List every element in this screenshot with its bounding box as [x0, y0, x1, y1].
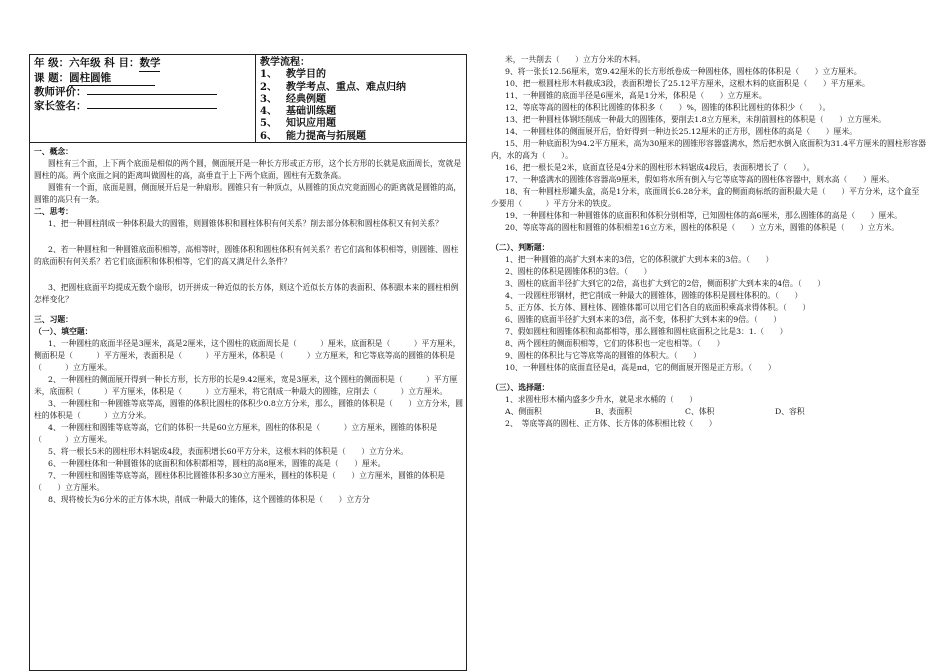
- flow-text: 基础训练题: [286, 106, 336, 118]
- judge-title: （二）、判断题：: [491, 243, 550, 252]
- fill-question: 7、一种圆柱和圆锥等底等高，圆柱体积比圆锥体积多30立方厘米，圆柱的体积是（ ）立方厘米，圆锥的体积是（ ）立方厘米。: [34, 471, 445, 492]
- choice-option-d[interactable]: D、容积: [775, 407, 805, 416]
- flow-num: 1、: [260, 69, 277, 81]
- concept-paragraph: 圆锥有一个面，底面是圆，侧面展开后是一种扇形。圆锥只有一种顶点，从圆锥的顶点究竟面圆心的距离就是圆锥的高，圆锥的高只有一条。: [34, 183, 462, 204]
- flow-item: [260, 69, 462, 81]
- teaching-flow: [256, 55, 466, 143]
- fill-question: 16、把一根长是2米，底面直径是4分米的圆柱形木料锯成4段后，表面积增长了（ ）。: [505, 163, 815, 172]
- flow-item: [260, 82, 462, 94]
- teacher-label: 教师评价：: [34, 86, 87, 98]
- fill-question: 10、把一根圆柱形木料截成3段，表面积增长了25.12平方厘米，这根木料的底面积是（ ）平方厘米。: [505, 79, 870, 88]
- left-body: [34, 146, 464, 506]
- fill-question: 13、把一种圆柱体钢坯削成一种最大的圆锥体，要削去1.8立方厘米，未削前圆柱的体积是（ ）立方厘米。: [505, 115, 886, 124]
- flow-item: [260, 131, 462, 143]
- fill-question: 5、将一根长5米的圆柱形木料锯成4段，表面积增长60平方分米，这根木料的体积是（ ）立方分米。: [48, 447, 409, 456]
- judge-question: 3、圆柱的底面半径扩大到它的2倍，高也扩大到它的2倍，侧面积扩大到本来的4倍。（ ）: [505, 279, 826, 288]
- fill-question: 米，一共削去（ ）立方分米的木料。: [505, 55, 646, 64]
- flow-text: 能力提高与拓展题: [286, 130, 366, 142]
- judge-question: 4、一段圆柱形钢材，把它削成一种最大的圆锥体，圆锥的体积是圆柱体积的。（ ）: [505, 291, 803, 300]
- judge-question: 8、两个圆柱的侧面积相等，它们的体积也一定也相等。（ ）: [505, 339, 725, 348]
- flow-num: 2、: [260, 81, 277, 93]
- choice-question: 2、 等底等高的圆柱、正方体、长方体的体积相比较（ ）: [505, 419, 717, 428]
- choice-option-b[interactable]: B、表面积: [595, 407, 632, 416]
- fill-question: 19、一种圆柱体和一种圆锥体的底面积和体积分别相等，已知圆柱体的高6厘米，那么圆锥体的高是（ ）厘米。: [505, 211, 902, 220]
- fill-question: 9、将一张长12.56厘米，宽9.42厘米的长方形纸卷成一种圆柱体，圆柱体的体积是（ ）立方厘米。: [505, 67, 862, 76]
- parent-blank[interactable]: [87, 108, 217, 109]
- fill-question: 3、一种圆柱和一种圆锥等底等高，圆锥的体积比圆柱的体积少0.8立方分米，那么，圆锥的体积是（ ）立方分米，圆柱的体积是（ ）立方分米。: [34, 399, 463, 420]
- flow-num: 3、: [260, 93, 277, 105]
- concept-title: 一、概念：: [34, 147, 73, 156]
- judge-question: 5、正方体、长方体、圆柱体、圆锥体都可以用它们各自的底面积乘高求得体积。（ ）: [505, 303, 811, 312]
- flow-title: 教学流程：: [260, 57, 310, 68]
- fill-title: （一）、填空题：: [34, 327, 93, 336]
- judge-question: 9、圆柱的体积比与它等底等高的圆锥的体积大。（ ）: [505, 351, 701, 360]
- fill-question: 8、现将棱长为6分米的正方体木块，削成一种最大的锥体，这个圆锥的体积是（ ）立方分: [48, 495, 370, 504]
- fill-question: 20、等底等高的圆柱和圆锥的体积相差16立方米，圆柱的体积是（ ）立方米，圆锥的体积是（ ）立方米。: [505, 223, 900, 232]
- flow-item: [260, 94, 462, 106]
- header-info: [30, 55, 256, 143]
- judge-question: 2、圆柱的体积是圆锥体积的3倍。（ ）: [505, 267, 652, 276]
- fill-question: 1、一种圆柱的底面半径是3厘米，高是2厘米，这个圆柱的底面周长是（ ）厘米，底面积是（ ）平方厘米，侧面积是（ ）平方厘米，表面积是（ ）平方厘米，体积是（ ）立方厘米，和它等底等高的圆锥的体积是（ ）立方厘米。: [34, 339, 461, 372]
- choice-option-a[interactable]: A、侧面积: [505, 407, 542, 416]
- fill-question: 2、一种圆柱的侧面展开得到一种长方形，长方形的长是9.42厘米，宽是3厘米，这个圆柱的侧面积是（ ）平方厘米，底面积（ ）平方厘米，体积是（ ）立方厘米，将它削成一种最大的圆锥，应削去（ ）立方厘米。: [34, 375, 458, 396]
- teacher-blank[interactable]: [87, 94, 217, 95]
- right-column: [491, 54, 926, 430]
- topic-line: [34, 72, 251, 87]
- fill-question: 15、用一种底面积为94.2平方厘米，高为30厘米的圆锥形容器盛满水，然后把水倒入底面积为31.4平方厘米的圆柱形容器内，水的高为（ ）。: [491, 139, 927, 160]
- flow-text: 教学目的: [286, 69, 326, 81]
- grade-line: [34, 57, 251, 72]
- fill-question: 6、一种圆柱体和一种圆锥体的底面积和体积都相等，圆柱的高8厘米，圆锥的高是（ ）厘米。: [48, 459, 386, 468]
- flow-text: 知识应用题: [286, 118, 336, 130]
- fill-question: 14、一种圆柱体的侧面展开后，恰好得到一种边长25.12厘米的正方形，圆柱体的高是（ ）厘米。: [505, 127, 857, 136]
- flow-item: [260, 106, 462, 118]
- think-question: 3、把圆柱底面平均提成无数个扇形，切开拼成一种近似的长方体，则这个近似长方体的表面积、体积跟本来的圆柱相例怎样变化？: [34, 283, 459, 304]
- judge-question: 7、假如圆柱和圆锥体积和高都相等，那么圆锥和圆柱底面积之比是3：1.（ ）: [505, 327, 788, 336]
- concept-paragraph: 圆柱有三个面，上下两个底面是相似的两个圆，侧面展开是一种长方形或正方形，这个长方形的长就是底面周长，宽就是圆柱的高。两个底面之间的距离叫做圆柱的高，高垂直于上下两个底面，圆柱有无数条高。: [34, 159, 462, 180]
- flow-num: 4、: [260, 106, 277, 118]
- topic-label: 课 题：: [34, 71, 70, 84]
- think-question: 1、把一种圆柱削成一种体积最大的圆锥，则圆锥体积和圆柱体积有何关系？削去部分体积和圆柱体积又有何关系？: [48, 219, 443, 228]
- fill-question: 17、一种盛满水的圆锥体容器高9厘米，假如将水所有倒入与它等底等高的圆柱体容器中，则水高（ ）厘米。: [505, 175, 895, 184]
- fill-question: 4、一种圆柱和圆锥等底等高，它们的体积一共是60立方厘米，圆柱的体积是（ ）立方厘米，圆锥的体积是（ ）立方厘米。: [34, 423, 438, 444]
- flow-item: [260, 118, 462, 130]
- choice-options: [491, 406, 926, 418]
- exercise-title: 三、习题：: [34, 315, 73, 324]
- fill-question: 11、一种圆锥的底面半径是6厘米，高是1分米，体积是（ ）立方厘米。: [505, 91, 767, 100]
- parent-label: 家长签名：: [34, 99, 87, 112]
- teacher-line: [34, 86, 251, 100]
- grade-label: 年 级：六年级 科 目：: [34, 57, 140, 69]
- left-column: [29, 54, 467, 671]
- choice-option-c[interactable]: C、体积: [685, 407, 715, 416]
- flow-text: 经典例题: [286, 93, 326, 105]
- flow-text: 教学考点、重点、难点归纳: [286, 81, 406, 93]
- fill-question: 18、有一种圆柱形罐头盒，高是1分米，底面周长6.28分米，盒的侧面商标纸的面积最大是（ ）平方分米，这个盒至少要用（ ）平方分米的铁皮。: [491, 187, 920, 208]
- choice-question: 1、求圆柱形木桶内盛多少升水，就是求水桶的（ ）: [505, 395, 698, 404]
- parent-line: [34, 100, 251, 114]
- judge-question: 6、圆锥的底面半径扩大到本来的3倍，高不变，体积扩大到本来的9倍。（ ）: [505, 315, 782, 324]
- worksheet-page: [29, 54, 926, 671]
- fill-question: 12、等底等高的圆柱的体积比圆锥的体积多（ ）%，圆锥的体积比圆柱的体积少（ ）。: [505, 103, 831, 112]
- judge-question: 10、一种圆柱体的底面直径是d，高是πd，它的侧面展开图是正方形。（ ）: [505, 363, 776, 372]
- judge-question: 1、把一种圆锥的高扩大到本来的3倍，它的体积就扩大到本来的3倍。（ ）: [505, 255, 774, 264]
- topic-value: 圆柱圆锥: [69, 72, 155, 87]
- choice-title: （三）、选择题：: [491, 383, 550, 392]
- subject-value: 数学: [139, 57, 160, 72]
- think-title: 二、思考：: [34, 207, 73, 216]
- flow-num: 6、: [260, 130, 277, 142]
- flow-num: 5、: [260, 118, 277, 130]
- think-question: 2、若一种圆柱和一种圆锥底面积相等，高相等时，圆锥体积和圆柱体积有何关系？若它们高和体积相等，则圆锥、圆柱的底面积有何关系？若它们底面积和体积相等，它们的高又满足什么条件？: [34, 245, 459, 266]
